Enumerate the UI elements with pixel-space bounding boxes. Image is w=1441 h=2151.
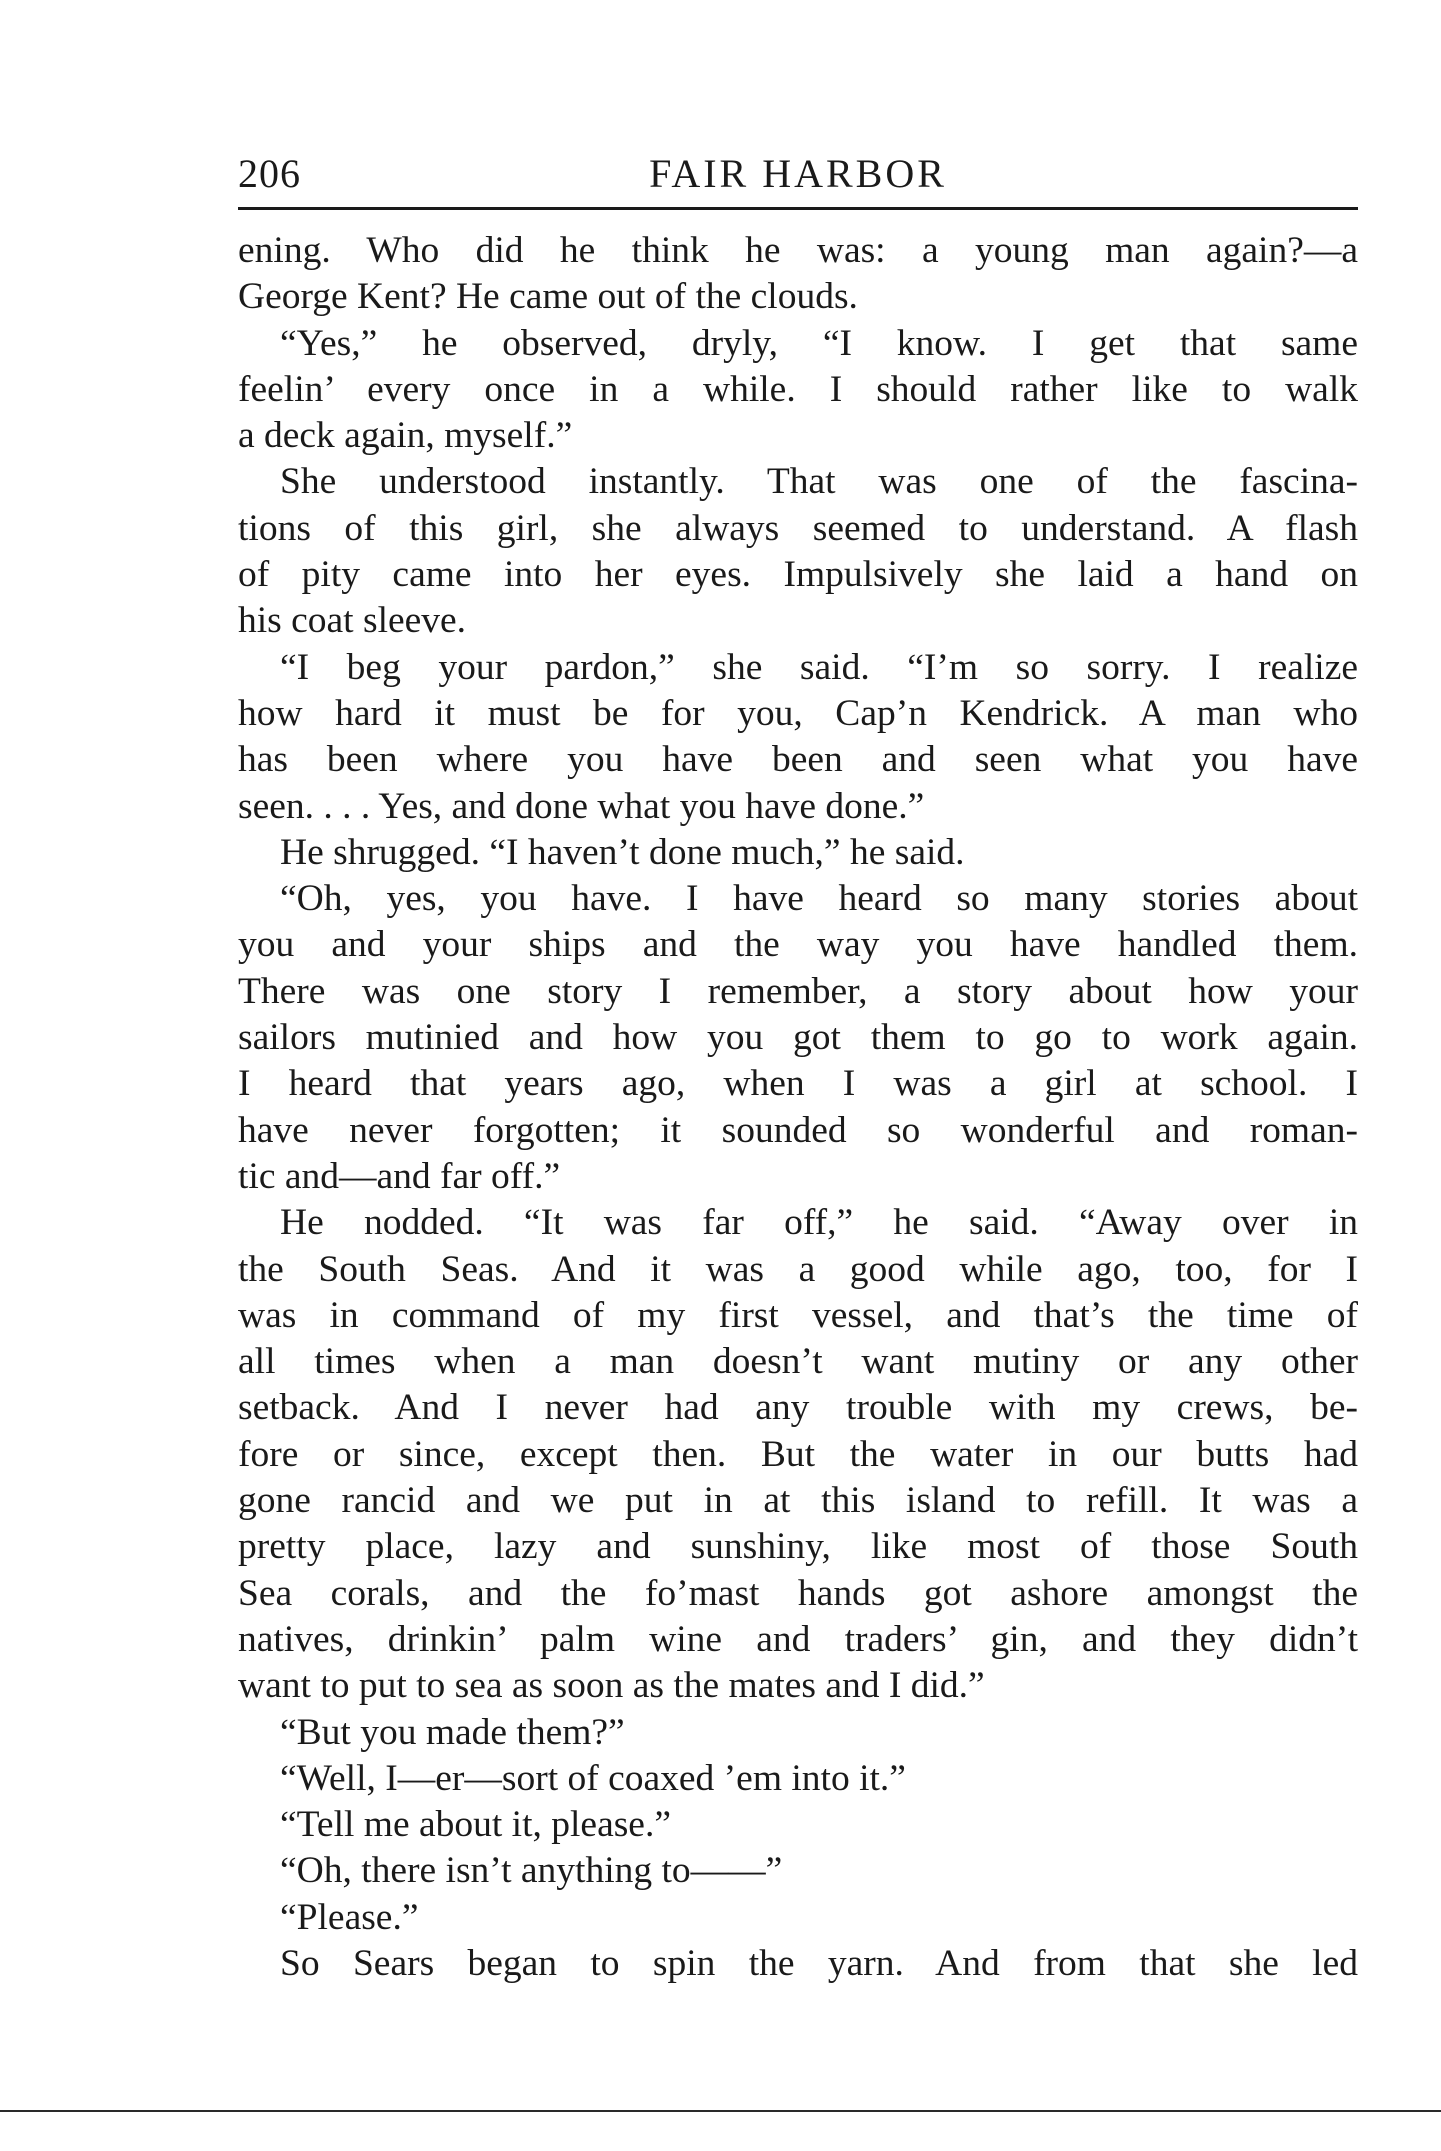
text-line: was in command of my first vessel, and that’s the time of: [238, 1294, 1358, 1336]
text-line: all times when a man doesn’t want mutiny or any other: [238, 1341, 1358, 1383]
text-line: “Yes,” he observed, dryly, “I know. I get that same: [280, 322, 1358, 364]
text-line: a deck again, myself.”: [238, 415, 573, 457]
text-line: He shrugged. “I haven’t done much,” he said.: [280, 831, 965, 873]
text-line: “I beg your pardon,” she said. “I’m so sorry. I realize: [280, 646, 1358, 688]
text-line: want to put to sea as soon as the mates and I did.”: [238, 1665, 985, 1707]
text-line: have never forgotten; it sounded so wonderful and roman-: [238, 1109, 1358, 1151]
text-line: “Oh, yes, you have. I have heard so many stories about: [280, 878, 1358, 920]
text-line: “Oh, there isn’t anything to——”: [280, 1850, 783, 1892]
text-line: pretty place, lazy and sunshiny, like most of those South: [238, 1526, 1358, 1568]
text-line: There was one story I remember, a story about how your: [238, 970, 1358, 1012]
page-number: 206: [238, 151, 301, 196]
text-line: of pity came into her eyes. Impulsively she laid a hand on: [238, 554, 1358, 596]
text-line: setback. And I never had any trouble with my crews, be-: [238, 1387, 1358, 1429]
text-line: fore or since, except then. But the water in our butts had: [238, 1433, 1358, 1475]
text-line: “Please.”: [280, 1896, 419, 1938]
text-line: George Kent? He came out of the clouds.: [238, 276, 858, 318]
text-line: tic and—and far off.”: [238, 1155, 561, 1197]
page-bottom-rule: [0, 2110, 1441, 2112]
text-line: seen. . . . Yes, and done what you have done.”: [238, 785, 925, 827]
text-line: He nodded. “It was far off,” he said. “Away over in: [280, 1202, 1358, 1244]
text-line: She understood instantly. That was one of the fascina-: [280, 461, 1358, 503]
text-line: “Well, I—er—sort of coaxed ’em into it.”: [280, 1757, 906, 1799]
text-line: his coat sleeve.: [238, 600, 467, 642]
text-line: “Tell me about it, please.”: [280, 1804, 671, 1846]
text-line: natives, drinkin’ palm wine and traders’ gin, and they didn’t: [238, 1618, 1358, 1660]
header-rule: [238, 207, 1358, 210]
text-line: sailors mutinied and how you got them to go to work again.: [238, 1017, 1358, 1059]
text-line: how hard it must be for you, Cap’n Kendrick. A man who: [238, 692, 1358, 734]
text-line: you and your ships and the way you have handled them.: [238, 924, 1358, 966]
text-line: has been where you have been and seen what you have: [238, 739, 1358, 781]
text-line: ening. Who did he think he was: a young man again?—a: [238, 230, 1358, 271]
text-line: gone rancid and we put in at this island to refill. It was a: [238, 1480, 1358, 1522]
text-line: “But you made them?”: [280, 1711, 625, 1753]
text-line: Sea corals, and the fo’mast hands got ashore amongst the: [238, 1572, 1358, 1614]
text-line: feelin’ every once in a while. I should rather like to walk: [238, 368, 1358, 410]
text-line: tions of this girl, she always seemed to understand. A flash: [238, 507, 1358, 549]
body-text: [238, 228, 1358, 1987]
page-header: [238, 146, 1358, 202]
text-line: the South Seas. And it was a good while ago, too, for I: [238, 1248, 1358, 1290]
text-line: I heard that years ago, when I was a girl at school. I: [238, 1063, 1358, 1105]
text-line: So Sears began to spin the yarn. And from that she led: [280, 1942, 1358, 1984]
running-title: FAIR HARBOR: [649, 151, 947, 196]
